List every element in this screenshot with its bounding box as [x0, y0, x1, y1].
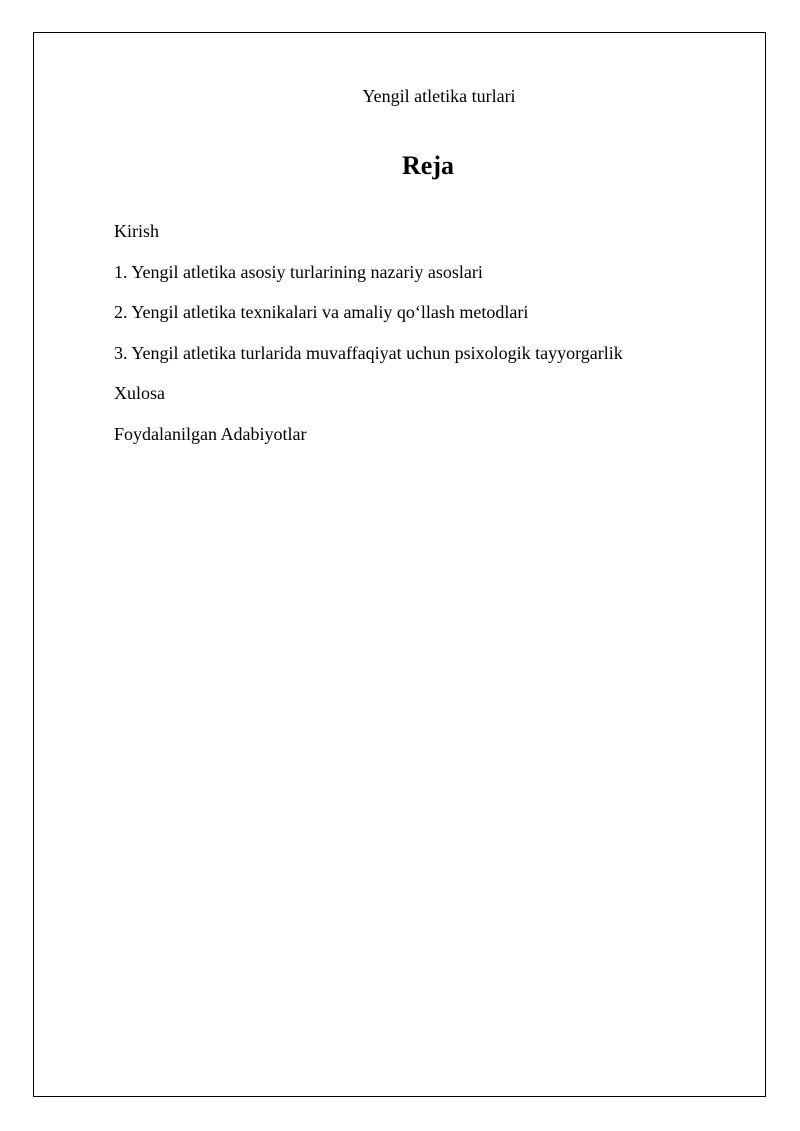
- toc-item-section-2: 2. Yengil atletika texnikalari va amaliy qo‘llash metodlari: [114, 302, 529, 323]
- document-title: Yengil atletika turlari: [362, 86, 516, 106]
- toc-item-section-3: 3. Yengil atletika turlarida muvaffaqiyat uchun psixologik tayyorgarlik: [114, 342, 623, 363]
- table-of-contents: [114, 221, 734, 465]
- plan-heading: Reja: [402, 151, 454, 180]
- toc-item-section-1: 1. Yengil atletika asosiy turlarining nazariy asoslari: [114, 261, 483, 282]
- toc-item-conclusion: Xulosa: [114, 383, 165, 404]
- toc-item-introduction: Kirish: [114, 221, 159, 241]
- toc-item-references: Foydalanilgan Adabiyotlar: [114, 423, 307, 444]
- page-border: [33, 32, 766, 1097]
